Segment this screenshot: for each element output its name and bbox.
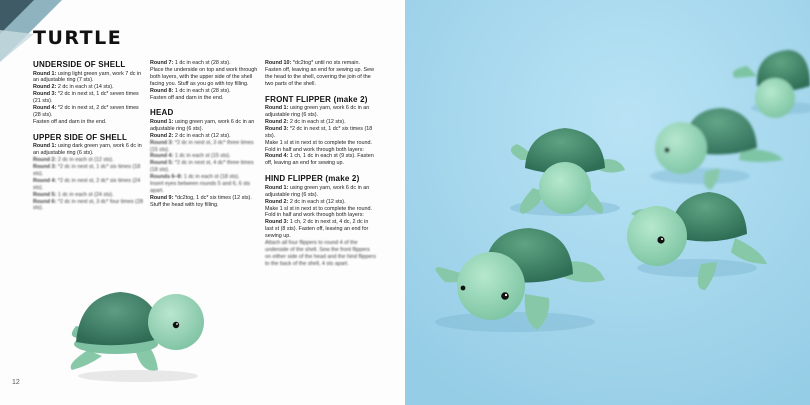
instruction-row: Round 3: 1 ch, 2 dc in next st, 4 dc, 2 dc in last st (8 sts). Fasten off, leaving an end for sewing up.	[265, 219, 369, 240]
instruction-row: Round 3: *2 dc in next st, 1 dc* six times (18 sts).	[33, 163, 141, 177]
section-title-head: HEAD	[150, 108, 174, 118]
instruction-row: Round 3: *2 dc in next st, 3 dc* three times (15 sts).	[150, 139, 254, 153]
section-title-underside: UNDERSIDE OF SHELL	[33, 60, 126, 69]
instruction-row: Stuff the head with toy filling.	[150, 201, 219, 208]
instruction-row: Place the underside on top and work through both layers, with the upper side of the shell facing you. Stuff as you go with toy filling.	[150, 66, 258, 87]
instruction-row: Round 4: *2 dc in next st, 2 dc* six times (24 sts).	[33, 177, 141, 191]
instruction-row: Make 1 sl st in next st to complete the round. Fold in half and work through both layers:	[265, 139, 372, 153]
pattern-column-2	[150, 60, 258, 209]
instruction-row: Make 1 sl st in next st to complete the round. Fold in half and work through both layers:	[265, 205, 372, 219]
instruction-row: Round 2: 2 dc in each st (12 sts).	[265, 198, 346, 205]
instruction-row: Round 3: *2 dc in next st, 1 dc* seven times (21 sts).	[33, 91, 139, 105]
instruction-row: Round 9: *dc2tog, 1 dc* six times (12 sts).	[150, 194, 252, 201]
instruction-row: Round 4: 1 ch, 1 dc in each st (9 sts). Fasten off, leaving an end for sewing up.	[265, 153, 374, 167]
instruction-row: Round 7: 1 dc in each st (28 sts).	[150, 60, 231, 66]
instruction-row: Round 2: 2 dc in each st (14 sts).	[33, 84, 114, 91]
instruction-row: Round 2: 2 dc in each st (12 sts).	[33, 157, 114, 164]
page-number: 12	[12, 379, 20, 386]
instruction-row: Round 10: *dc2tog* until no sts remain. Fasten off, leaving an end for sewing up. Sew the head to the shell, covering the join of the two parts of the shell.	[265, 60, 374, 87]
turtle-photo	[58, 278, 228, 388]
turtles-photo	[405, 0, 810, 405]
instruction-row: Round 1: using dark green yarn, work 6 dc in an adjustable ring (6 sts).	[33, 143, 142, 157]
instruction-row: Round 6: *2 dc in next st, 3 dc* four times (28 sts).	[33, 198, 143, 212]
page-title: TURTLE	[33, 27, 123, 49]
instruction-row: Round 1: using green yarn, work 6 dc in an adjustable ring (6 sts).	[265, 105, 370, 119]
instruction-row: Round 2: 2 dc in each st (12 sts).	[265, 118, 346, 125]
instruction-row: Round 5: 1 dc in each st (24 sts).	[33, 191, 114, 198]
blurred-instructions	[265, 240, 377, 268]
instruction-row: Fasten off and darn in the end.	[33, 118, 107, 125]
instruction-row: Round 1: using green yarn, work 6 dc in an adjustable ring (6 sts).	[265, 184, 370, 198]
instruction-row: Round 4: *2 dc in next st, 2 dc* seven times (28 sts).	[33, 105, 139, 118]
instruction-row: Rounds 6–8: 1 dc in each st (18 sts).	[150, 174, 240, 181]
instruction-row: Fasten off and darn in the end.	[150, 94, 224, 101]
instruction-row: Round 1: using light green yarn, work 7 dc in an adjustable ring (7 sts).	[33, 70, 142, 84]
instruction-row: Insert eyes between rounds 5 and 6, 6 sts apart.	[150, 181, 251, 194]
instruction-row: Attach all four flippers to round 4 of the underside of the shell. Sew the front flippers on either side of the head and the hind flippers to the back of the shell, 4 sts apart.	[265, 240, 376, 267]
instruction-row: Round 8: 1 dc in each st (28 sts).	[150, 87, 231, 94]
blurred-instructions	[33, 157, 143, 212]
section-title-front-flipper: FRONT FLIPPER (make 2)	[265, 94, 368, 104]
pattern-column-3	[265, 60, 377, 268]
instruction-row: Round 3: *2 dc in next st, 1 dc* six times (18 sts).	[265, 125, 373, 139]
pattern-column-1	[33, 60, 143, 212]
section-title-upper-side: UPPER SIDE OF SHELL	[33, 132, 128, 142]
section-title-hind-flipper: HIND FLIPPER (make 2)	[265, 174, 360, 184]
instruction-row: Round 4: 1 dc in each st (15 sts).	[150, 153, 231, 160]
right-page-photo	[405, 0, 810, 405]
instruction-row: Round 1: using green yarn, work 6 dc in an adjustable ring (6 sts).	[150, 118, 255, 132]
instruction-row: Round 2: 2 dc in each st (12 sts).	[150, 132, 231, 139]
instruction-row: Round 5: *2 dc in next st, 4 dc* three times (18 sts).	[150, 160, 254, 174]
blurred-instructions	[150, 140, 258, 195]
